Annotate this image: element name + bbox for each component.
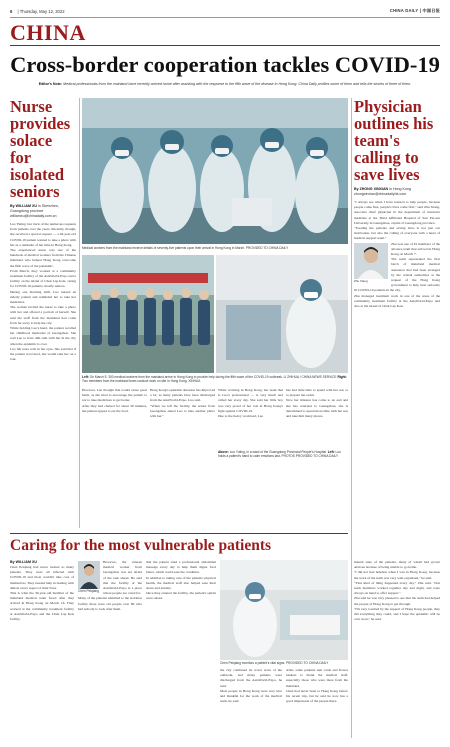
caption-left-text: On March 5, 300 medical workers from the mainland arrive in Hong Kong to provide help during the fifth wave of the COVID-19 outbreak. [89, 375, 283, 379]
paragraph: While holding Luo's hand, the patient recalled her childhood memories of Guangzhou. She told Luo to have dim sum with her in the city when the epidemic is over. [10, 326, 76, 346]
paragraph: "I always see when I have learned to help people, because people come first, people's lives come first," said Zhu Xiang, associate chief physician in the department of intensive medicine at the Third Affiliated Hospital of Sun Yat-sen University in Guangzhou, capital of Guangdong province. [354, 200, 440, 225]
left-story-body [10, 222, 76, 362]
paragraph: The experienced nurse was one of the hundreds of medical workers from the Chinese mainland who helped Hong Kong overcome the fifth wave of the pandemic. [10, 248, 76, 268]
caption-right-text: Two members from the mainland team conduct work on site in Hong Kong. [82, 379, 188, 384]
left-story [10, 98, 76, 362]
editors-note-text: Medical professionals from the mainland have recently arrived home after assisting with the response to the fifth wave of the disease in Hong Kong. China Daily profiles some of them and tells the stories of three of them. [63, 82, 412, 86]
ward-photo-image [216, 255, 348, 373]
issue-date: | Thursday, May 12, 2022 [17, 8, 65, 14]
paragraph: While working in Hong Kong, her team that is Luo's professional — is very much and called her every day. She said her little boy was very proud of her role in Hong Kong's fight against COVID-19. [218, 388, 283, 413]
paragraph: Zhu said he was very pleased to see that his team had helped the people of Hong Kong to get through. [354, 596, 440, 606]
byline-name: By WILLIAM XU [10, 204, 37, 208]
caption-credit: PHOTOS PROVIDED TO CHINA DAILY [281, 454, 339, 459]
caption-above-label: Above: [218, 450, 229, 454]
byline-role: in Shenzhen, Guangdong province [10, 204, 59, 213]
chen-photo-image [220, 560, 348, 660]
bottom-col-1 [10, 560, 74, 622]
paragraph: This is what the 30-year-old member of the mainland medical team faced after they arrived in Hong Kong on March 16. They worked at the community treatment facility at AsiaWorld-Expo and the Chek Lap Kok facility. [10, 591, 74, 622]
paragraph: Zhu was one of 81 members of the advance team that arrived in Hong Kong on March 7. [391, 241, 440, 257]
portrait-image [354, 243, 388, 279]
caption-left-label: Left: [327, 450, 335, 454]
paragraph: However, the veteran medical worker from Guangzhou was not afraid of the task ahead. He said that the facility at the AsiaWorld-Expo is a place where people are cared for. [103, 560, 142, 596]
caption-left-credit: LI ZHIHUA / CHINA NEWS SERVICE [283, 375, 337, 379]
paragraph: "That kind of thing happened every day," Zhu said. "Our team members worked together day and night, and were always on hand to offer support." [354, 580, 440, 596]
paragraph: Many of the patients admitted to the isolation facility there were old people over 80 who had nobody to look after them. [78, 596, 142, 611]
paragraph: Due to the heavy workload, Luo [218, 414, 264, 419]
caption-above-text: Luo Yuting, in a ward of the Guangdong Provincial People's Hospital. [229, 450, 327, 454]
byline-email: zhongxinxian@chinadailyhk.com [354, 192, 407, 196]
paragraph: mental state of the patients, many of whom had grown anxious because of being unable to go home. [354, 560, 440, 570]
luo-photo-caption [218, 450, 348, 458]
left-story-headline: Nurse provides solace for isolated seniors [10, 97, 71, 201]
column-divider [79, 98, 80, 528]
page-header-left [10, 9, 65, 14]
chen-photo-caption [220, 661, 348, 665]
caption-credit: PROVIDED TO CHINA DAILY [286, 661, 329, 665]
caption-right-label: Right: [337, 375, 347, 379]
portrait-caption: Chen Peiqiang [78, 589, 99, 593]
paragraph: "Treating the patients and saving lives is not just our motivation, but also the calling of everyone with a heart of medical support team." [354, 226, 440, 241]
photo-bottom-right [216, 255, 348, 373]
page-headline: Cross-border cooperation tackles COVID-19 [10, 52, 440, 77]
paragraph: "When we left the facility, the senior from Guangzhou asked Luo to take another photo with her." [150, 403, 215, 419]
arrival-photo-image [82, 255, 214, 373]
paragraph: "I did not feel helpless when I was in Hong Kong, because the work of the team was very well-organized," he said. [354, 570, 440, 580]
editors-note [10, 82, 440, 86]
caption-text: Medical workers from the mainland receive details of seventy-five patients upon their arrival in Hong Kong in March. [82, 246, 245, 250]
paragraph: Hong Kong's epidemic situation has improved a lot, as many patients have been discharged from the AsiaWorld-Expo, Luo said. [150, 388, 215, 403]
paragraph: Most people in Hong Kong were very nice and thankful for the work of the medical team, he said. [220, 688, 282, 704]
right-story-byline [354, 187, 440, 197]
section-rule [10, 45, 440, 46]
paragraph: After, some patients sent cards and flower baskets to thank the medical staff, especially those who were there from the mainland. [286, 668, 348, 688]
caption-left-text: Luo holds a patient's hand to calm emotions last. [218, 450, 341, 459]
main-photo [82, 98, 348, 244]
right-story [354, 98, 440, 309]
byline-email: williamxu@chinadaily.com.cn [10, 214, 57, 218]
paragraph: has had little time to spend with her son or to prepare her exam. [286, 388, 348, 398]
chen-portrait [78, 561, 100, 593]
left-story-continued-4 [286, 388, 348, 419]
right-story-headline: Physician outlines his team's calling to save lives [354, 97, 434, 184]
page-header-right [390, 8, 440, 14]
paragraph: The woman invited the nurse to take a photo with her and offered a portrait of herself. She said the staff from the mainland had come from far away to help the city. [10, 305, 76, 325]
editors-note-label: Editor's Note: [38, 82, 63, 86]
left-story-continued-3 [218, 388, 283, 419]
left-story-continued-1 [82, 388, 147, 414]
section-title: CHINA [10, 20, 86, 45]
byline-name: By WILLIAM XU [10, 560, 37, 564]
chen-photo [220, 560, 348, 660]
paragraph: In addition to taking care of the patients' physical health, the medical staff also helped ease their stress and anxiety. [146, 575, 216, 591]
bottom-col-5 [286, 668, 348, 704]
paragraph: Luo Yuting lost track of the numerous requests from patients over the years. Recently, though, she received a special request — a 94-year-old COVID-19 patient wanted to take a photo with her as a reminder of her time in Hong Kong. [10, 222, 76, 247]
photo-bottom-left [82, 255, 214, 373]
paragraph: Chen had never been to Hong Kong before his recent trip, but he said he now has a good impression of the people there. [286, 688, 348, 704]
paragraph: However, Luo thought this would cause great harm, as she tried to encourage the patient to not to take medicines to get better. [82, 388, 147, 403]
bottom-col-3 [146, 560, 216, 602]
paragraph: Now her mission has come to an end and she has returned to Guangzhou, she is determined to spend more time with her son and take him many places. [286, 398, 348, 419]
page-number: 6 [10, 8, 13, 14]
byline-role: in Hong Kong [389, 187, 411, 191]
caption-right-credit: XINHUA [188, 379, 201, 384]
left-story-byline [10, 204, 76, 219]
main-photo-caption [82, 246, 348, 250]
paragraph: During one morning shift, Luo nursed an elderly patient and reminded her to take her medicines. [10, 289, 76, 305]
left-story-continued-2 [150, 388, 215, 419]
luo-photo-block [218, 450, 348, 458]
paragraph: Chen Peiqiang had never treated so many patients. They were all infected with COVID-19 and most couldn't take care of themselves. They needed help in dealing with almost every aspect of their lives. [10, 565, 74, 590]
column-divider [351, 98, 352, 738]
paragraph: Zhu managed treatment work in one of the areas of the community treatment facility at the AsiaWorld-Expo and also at the island of Chek Lap Kok. [354, 293, 440, 309]
masthead-suffix: | 中国日报 [419, 8, 440, 13]
bottom-photos-caption [82, 375, 348, 383]
portrait-caption: Zhu Xiang [354, 278, 368, 283]
bottom-col-4 [220, 668, 282, 704]
paragraph: The team represented the first batch of mainland medical assistance that had been arranged by the central authorities at the request of the Hong Kong government to help treat seriously ill COVID-19 patients in the city. [354, 257, 440, 293]
paragraph: the city continued its worst wave of the outbreak, and many patients were discharged from the AsiaWorld-Expo, he said. [220, 668, 282, 688]
portrait-image [78, 561, 100, 589]
caption-text: Chen Peiqiang monitors a patient's vital signs. [220, 661, 286, 665]
paragraph: that the patient tried a professional abdominal massage every day to help them digest food better, which could ease the condition. [146, 560, 216, 575]
paragraph: From March, they worked at a community treatment facility of the AsiaWorld-Expo and a facility on the island of Chek Lap Kok, caring for COVID-19 patients, mostly seniors. [10, 268, 76, 289]
right-story-body [354, 200, 440, 309]
page-header [10, 6, 440, 16]
paragraph: Luo felt tears well in her eyes. She said that if the patient recovered, she would take her on a tour. [10, 346, 76, 362]
paragraph: "I'm very touched by the support of Hong Kong people, they did everything they could, and I hope the epidemic will be over soon," he said. [354, 606, 440, 622]
right-story-continued [354, 560, 440, 622]
header-rule [10, 17, 440, 18]
bottom-section-rule [10, 533, 348, 534]
masthead-name: CHINA DAILY [389, 8, 419, 13]
caption-left-label: Left: [82, 375, 89, 379]
zhu-xiang-portrait [354, 243, 388, 283]
bottom-story-headline: Caring for the most vulnerable patients [10, 537, 272, 554]
paragraph: Once they entered the facility, the patient's spirits were raised. [146, 591, 216, 601]
caption-credit: PROVIDED TO CHINA DAILY [245, 246, 289, 250]
byline-name: By ZHONG XINXIAN [354, 187, 389, 191]
medical-team-photo-image [82, 98, 348, 244]
paragraph: After they had chatted for about 30 minutes, the patient agreed to eat the food. [82, 403, 147, 413]
bottom-col-2 [78, 560, 142, 612]
